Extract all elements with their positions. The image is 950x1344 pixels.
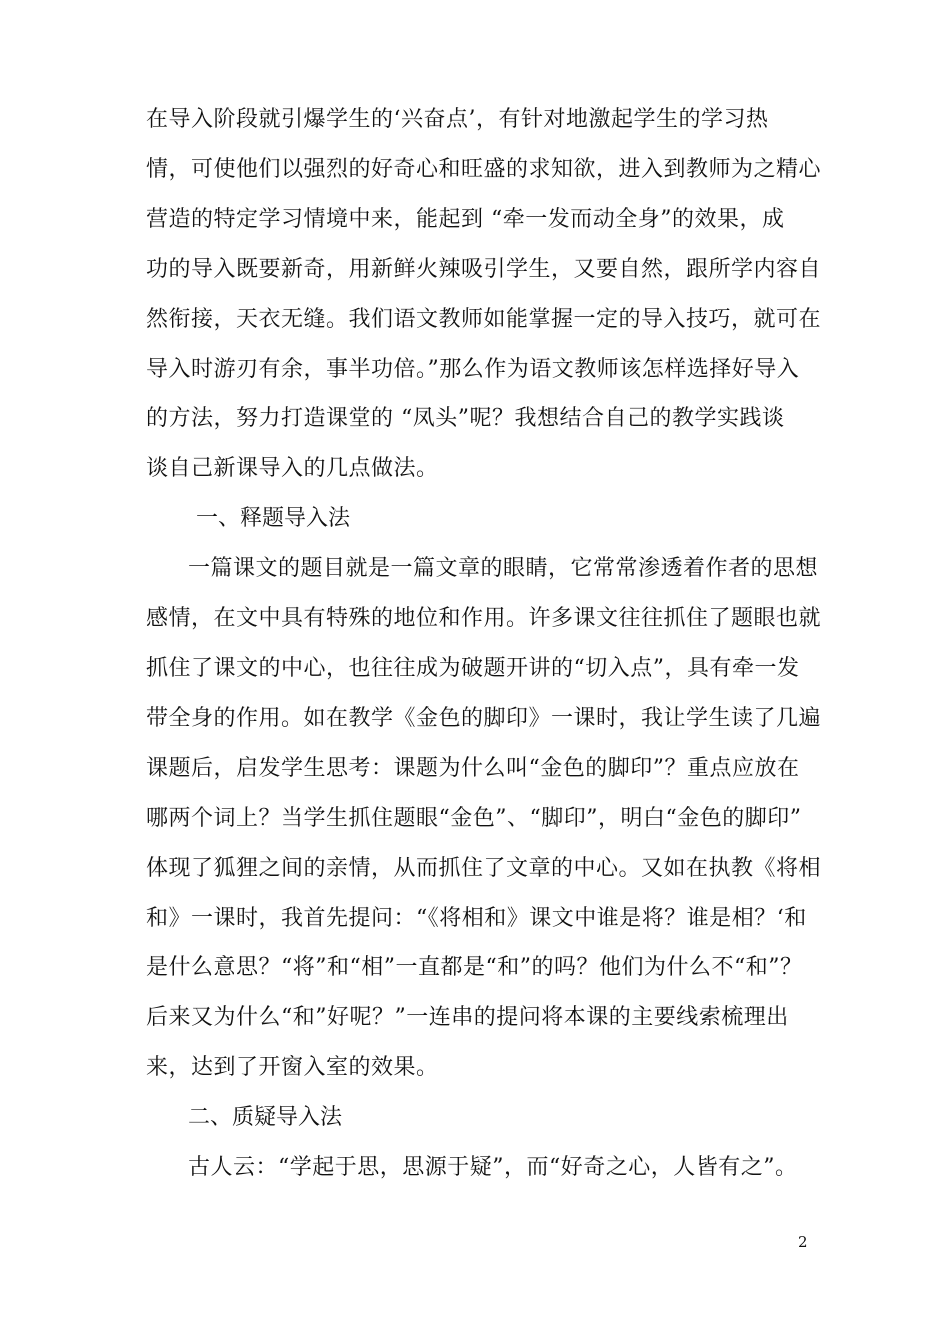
section-heading-2: 二、质疑导入法 xyxy=(188,1105,343,1130)
text-line: 抓住了课文的中心，也往往成为破题开讲的“切入点”，具有牵一发 xyxy=(146,656,800,681)
text-line: 和》一课时，我首先提问：“《将相和》课文中谁是将？谁是相？‘和 xyxy=(146,906,807,931)
text-line: 课题后，启发学生思考：课题为什么叫“金色的脚印”？重点应放在 xyxy=(146,756,800,781)
text-line: 后来又为什么“和”好呢？”一连串的提问将本课的主要线索梳理出 xyxy=(146,1005,789,1030)
text-line: 然衔接，天衣无缝。我们语文教师如能掌握一定的导入技巧，就可在 xyxy=(146,307,822,332)
text-line: 情，可使他们以强烈的好奇心和旺盛的求知欲，进入到教师为之精心 xyxy=(146,157,822,182)
section-heading-1: 一、释题导入法 xyxy=(196,506,351,531)
text-line: 的方法，努力打造课堂的 “凤头”呢？我想结合自己的教学实践谈 xyxy=(146,406,785,431)
text-line: 谈自己新课导入的几点做法。 xyxy=(146,456,439,481)
text-line: 来，达到了开窗入室的效果。 xyxy=(146,1055,439,1080)
text-line: 哪两个词上？当学生抓住题眼“金色”、“脚印”，明白“金色的脚印” xyxy=(146,806,802,831)
text-line: 体现了狐狸之间的亲情，从而抓住了文章的中心。又如在执教《将相 xyxy=(146,856,822,881)
text-line: 一篇课文的题目就是一篇文章的眼睛，它常常渗透着作者的思想 xyxy=(188,556,819,581)
text-line: 感情，在文中具有特殊的地位和作用。许多课文往往抓住了题眼也就 xyxy=(146,606,822,631)
text-line: 带全身的作用。如在教学《金色的脚印》一课时，我让学生读了几遍 xyxy=(146,706,822,731)
page-number: 2 xyxy=(798,1233,808,1251)
text-line: 古人云：“学起于思，思源于疑”，而“好奇之心，人皆有之”。 xyxy=(188,1155,798,1180)
text-line: 功的导入既要新奇，用新鲜火辣吸引学生，又要自然，跟所学内容自 xyxy=(146,257,822,282)
text-line: 营造的特定学习情境中来，能起到 “牵一发而动全身”的效果，成 xyxy=(146,207,785,232)
text-line: 是什么意思？“将”和“相”一直都是“和”的吗？他们为什么不“和”？ xyxy=(146,955,803,980)
text-line: 导入时游刃有余，事半功倍。”那么作为语文教师该怎样选择好导入 xyxy=(146,357,800,382)
text-line: 在导入阶段就引爆学生的‘兴奋点’，有针对地激起学生的学习热 xyxy=(146,107,769,132)
